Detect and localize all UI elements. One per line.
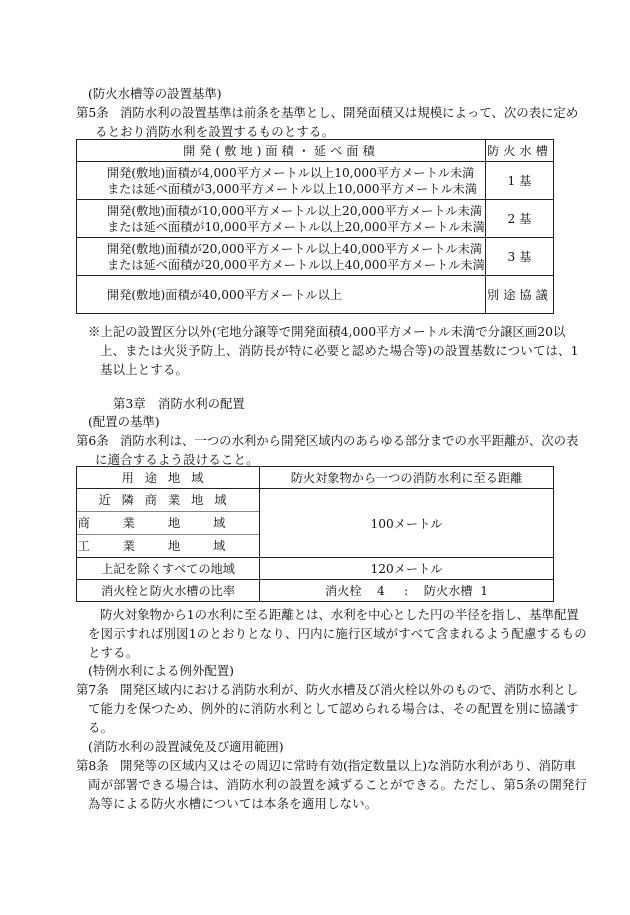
heading-placement-standard: (配置の基準) (88, 414, 160, 429)
article-7-line1: 開発区域内における消防水利が、防火水槽及び消火栓以外のもので、消防水利とし (120, 682, 579, 697)
ratio-label: 消火栓と防火水槽の比率 (77, 580, 260, 602)
distance-para-line1: 防火対象物から1の水利に至る距離とは、水利を中心とした円の半径を指し、基準配置 (100, 607, 579, 622)
distance-para-line3: とする。 (88, 645, 139, 660)
article-7-label: 第7条 (76, 682, 109, 697)
row1-line2: または延べ面積が3,000平方メートル以上10,000平方メートル未満 (107, 181, 478, 196)
row4-line1: 開発(敷地)面積が40,000平方メートル以上 (77, 276, 486, 314)
table-row (77, 162, 554, 200)
zone-group-cell (77, 489, 260, 558)
distance-100m: 100メートル (260, 489, 554, 558)
article-5-line1: 消防水利の設置基準は前条を基準とし、開発面積又は規模によって、次の表に定め (120, 105, 579, 120)
fire-tank-table (76, 139, 554, 314)
row1-line1: 開発(敷地)面積が4,000平方メートル以上10,000平方メートル未満 (107, 165, 475, 180)
heading-special-water: (特例水利による例外配置) (88, 663, 234, 678)
heading-fire-tank-standards: (防火水槽等の設置基準) (88, 86, 222, 101)
article-5-line2: るとおり消防水利を設置するものとする。 (95, 124, 335, 139)
article-6-line1: 消防水利は、一つの水利から開発区域内のあらゆる部分までの水平距離が、次の表 (120, 433, 579, 448)
article-7-line3: る。 (88, 720, 114, 735)
table-row (77, 200, 554, 238)
table-row (77, 238, 554, 276)
article-8-line3: 為等による防火水槽については本条を適用しない。 (88, 796, 378, 811)
article-8-line2: 両が部署できる場合は、消防水利の設置を減ずることができる。ただし、第5条の開発行 (88, 777, 588, 792)
table2-header-zone: 用途地域 (77, 467, 260, 489)
distance-120m: 120メートル (260, 558, 554, 580)
table2-header-distance: 防火対象物から一つの消防水利に至る距離 (260, 467, 554, 489)
row3-line2: または延べ面積が20,000平方メートル以上40,000平方メートル未満 (107, 257, 485, 272)
note-line2: 上、または火災予防上、消防長が特に必要と認めた場合等)の設置基数については、1 (100, 343, 579, 358)
row1-count: 1 基 (485, 162, 553, 200)
row2-count: 2 基 (485, 200, 553, 238)
zone-industrial: 工業地域 (77, 534, 259, 557)
distance-para-line2: を図示すれば別図1のとおりとなり、円内に施行区域がすべて含まれるよう配慮するもの (88, 626, 587, 641)
article-5-label: 第5条 (76, 105, 109, 120)
zone-commercial: 商業地域 (77, 511, 259, 534)
row2-line2: または延べ面積が10,000平方メートル以上20,000平方メートル未満 (107, 219, 485, 234)
row3-count: 3 基 (485, 238, 553, 276)
table1-header-area: 開発(敷地)面積・延べ面積 (77, 140, 486, 162)
distance-table (76, 466, 554, 602)
table1-header-tank: 防火水槽 (485, 140, 553, 162)
article-7-line2: て能力を保つため、例外的に消防水利として認められる場合は、その配置を別に協議す (88, 701, 579, 716)
zone-others: 上記を除くすべての地域 (77, 558, 260, 580)
article-8-line1: 開発等の区域内又はその周辺に常時有効(指定数量以上)な消防水利があり、消防車 (120, 758, 576, 773)
note-line1: ※上記の設置区分以外(宅地分譲等で開発面積4,000平方メートル未満で分譲区画20以 (88, 324, 566, 339)
zone-neighborhood-commercial: 近隣商業地域 (98, 493, 238, 507)
article-6-line2: に適合するよう設けること。 (95, 452, 259, 467)
row3-line1: 開発(敷地)面積が20,000平方メートル以上40,000平方メートル未満 (107, 241, 483, 256)
note-line3: 基以上とする。 (100, 362, 189, 377)
chapter-3-title: 第3章 消防水利の配置 (113, 396, 245, 411)
row4-count: 別途協議 (485, 276, 553, 314)
article-6-label: 第6条 (76, 433, 109, 448)
heading-exemption: (消防水利の設置減免及び適用範囲) (88, 739, 284, 754)
row2-line1: 開発(敷地)面積が10,000平方メートル以上20,000平方メートル未満 (107, 203, 483, 218)
table-row (77, 276, 554, 314)
ratio-value: 消火栓 4 : 防火水槽 1 (260, 580, 554, 602)
article-8-label: 第8条 (76, 758, 109, 773)
